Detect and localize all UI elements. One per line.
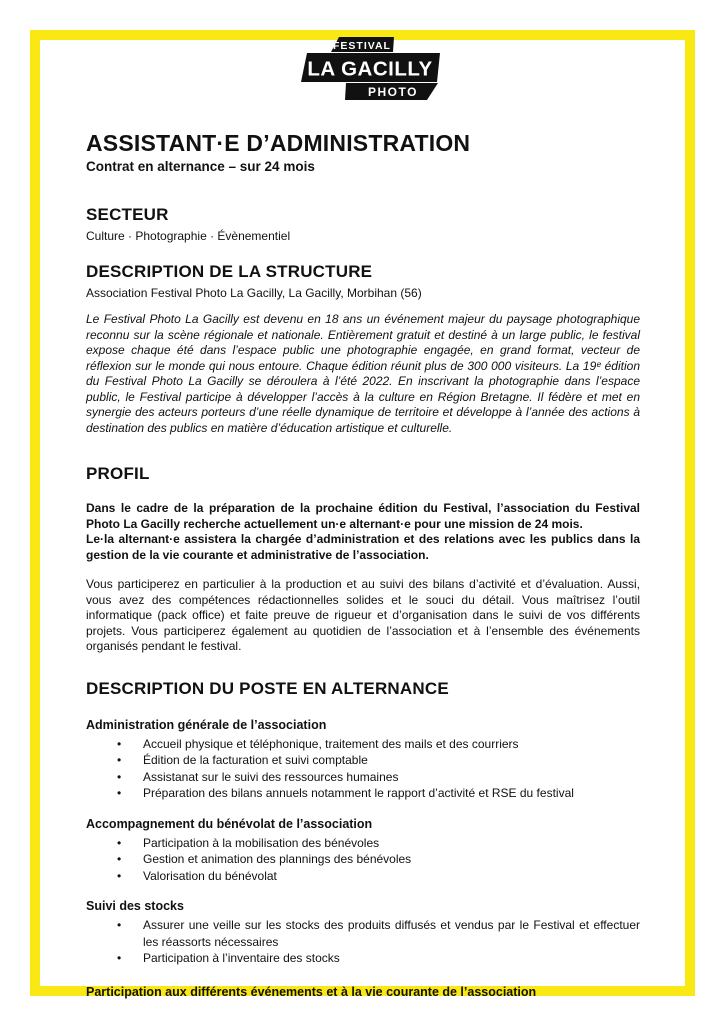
- contract-subtitle: Contrat en alternance – sur 24 mois: [86, 159, 315, 174]
- bullet-item: • Participation à la mobilisation des bénévoles: [86, 835, 640, 852]
- poste-group-evenements: [86, 984, 640, 1000]
- bullet-item: • Gestion et animation des plannings des bénévoles: [86, 851, 640, 868]
- bullet-item: • Accueil physique et téléphonique, traitement des mails et des courriers: [86, 736, 640, 753]
- festival-logo-icon: [301, 37, 443, 101]
- profil-body: Vous participerez en particulier à la production et au suivi des bilans d’activité et d’évaluation. Aussi, vous avez des compétences rédactionnelles solides et le souci du détail. Vous maîtrisez l’outil informatique (pack office) et faite preuve de rigueur et d’organisation dans le suivi de vos différents projets. Vous participerez également au quotidien de l’association et à l’ensemble des événements organisés pendant le festival.: [86, 577, 640, 653]
- bullet-item: • Assistanat sur le suivi des ressources humaines: [86, 769, 640, 786]
- group-title: Administration générale de l’association: [86, 717, 327, 732]
- section-heading-secteur: SECTEUR: [86, 205, 169, 224]
- group-title: Accompagnement du bénévolat de l’association: [86, 816, 373, 831]
- profil-intro-line-1: Dans le cadre de la préparation de la prochaine édition du Festival, l’association du Festival Photo La Gacilly recherche actuellement un·e alternant·e pour une mission de 24 mois.: [86, 501, 640, 531]
- bullet-item: • Préparation des bilans annuels notamment le rapport d’activité et RSE du festival: [86, 785, 640, 802]
- section-heading-profil: PROFIL: [86, 464, 150, 483]
- poste-group-administration: [86, 717, 640, 802]
- poste-group-stocks: [86, 898, 640, 967]
- logo-line-photo: PHOTO: [368, 85, 418, 99]
- bullet-item: • Participation à l’inventaire des stocks: [86, 950, 640, 967]
- poste-group-benevolat: [86, 816, 640, 885]
- structure-description: Le Festival Photo La Gacilly est devenu en 18 ans un événement majeur du paysage photographique reconnu sur la scène régionale et nationale. Entièrement gratuit et destiné à un large public, le festival expose chaque été dans l’espace public une photographie engagée, en grand format, vecteur de réflexion sur le monde qui nous entoure. Chaque édition réunit plus de 300 000 visiteurs. La 19ᵉ édition du Festival Photo La Gacilly se déroulera à l’été 2022. En inscrivant la photographie dans l’espace public, le Festival participe à développer l’accès à la culture en Région Bretagne. Il fédère et met en synergie des acteurs porteurs d’une réelle dynamique de territoire et développe à l’année des actions à destination des publics en matière d’éducation artistique et culturelle.: [86, 312, 640, 435]
- section-heading-structure: DESCRIPTION DE LA STRUCTURE: [86, 261, 373, 281]
- group-title: Participation aux différents événements et à la vie courante de l’association: [86, 984, 537, 999]
- festival-la-gacilly-logo: [86, 37, 640, 101]
- document-content: [86, 0, 640, 1000]
- group-title: Suivi des stocks: [86, 899, 184, 913]
- bullet-list: [86, 917, 640, 967]
- secteur-tags: Culture · Photographie · Évènementiel: [86, 229, 291, 243]
- bullet-item: • Valorisation du bénévolat: [86, 868, 640, 885]
- section-heading-poste: DESCRIPTION DU POSTE EN ALTERNANCE: [86, 678, 449, 698]
- job-title: ASSISTANT·E D’ADMINISTRATION: [86, 130, 471, 156]
- bullet-list: [86, 736, 640, 802]
- bullet-item: • Édition de la facturation et suivi comptable: [86, 752, 640, 769]
- logo-line-la-gacilly: LA GACILLY: [307, 57, 433, 81]
- profil-intro-line-2: Le·la alternant·e assistera la chargée d’administration et des relations avec les publics dans la gestion de la vie courante et administrative de l’association.: [86, 532, 640, 562]
- logo-line-festival: FESTIVAL: [333, 40, 391, 52]
- bullet-item: • Assurer une veille sur les stocks des produits diffusés et vendus par le Festival et effectuer les réassorts nécessaires: [86, 917, 640, 950]
- structure-association-line: Association Festival Photo La Gacilly, La Gacilly, Morbihan (56): [86, 285, 422, 300]
- bullet-list: [86, 835, 640, 885]
